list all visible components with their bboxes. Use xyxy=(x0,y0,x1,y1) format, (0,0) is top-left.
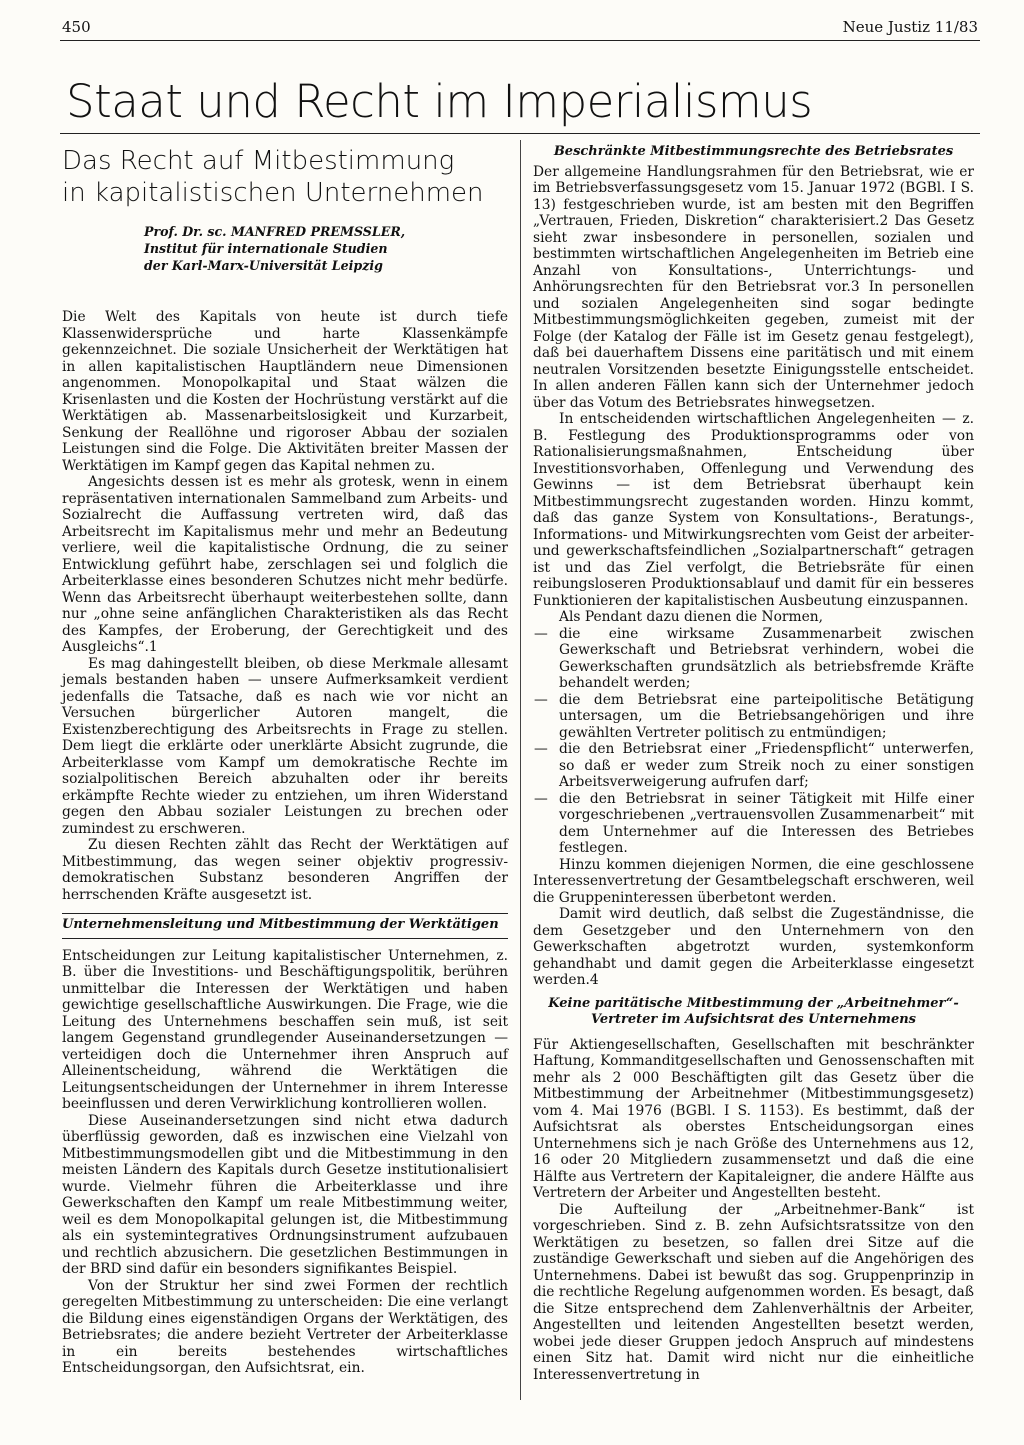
dash-bullet: — xyxy=(534,691,548,708)
list-item-text: die den Betriebsrat einer „Friedenspflicht“ unterwerfen, so daß er weder zum Streik noch zu einer sonstigen Arbeitsverweigerung aufrufen darf; xyxy=(559,741,974,790)
paragraph: Angesichts dessen ist es mehr als grotesk, wenn in einem repräsentativen internationalen Sammelband zum Arbeits- und Sozialrecht die Auffassung vertreten wird, daß das Arbeitsrecht im Kapitalismus mehr und mehr an Bedeutung verliere, weil die kapitalistische Ordnung, die zu seiner Entwicklung geführt habe, zerschlagen sei und folglich die Arbeiterklasse eines besonderen Schutzes nicht mehr bedürfe. Wenn das Arbeitsrecht überhaupt weiterbestehen sollte, dann nur „ohne seine anfänglichen Charakteristiken als das Recht des Kampfes, der Eroberung, der Gerechtigkeit und des Ausgleichs“.1 xyxy=(62,474,508,655)
list-item xyxy=(533,791,974,857)
subheading xyxy=(533,996,974,1029)
affiliation-line2: der Karl-Marx-Universität Leipzig xyxy=(144,258,383,273)
paragraph: Es mag dahingestellt bleiben, ob diese Merkmale allesamt jemals bestanden haben — unsere Aufmerksamkeit verdient jedenfalls die Tatsache, daß es nach wie vor nicht an Versuchen bürgerlicher Autoren mangelt, die Existenzberechtigung des Arbeitsrechts in Frage zu stellen. Dem liegt die erklärte oder unerklärte Absicht zugrunde, die Arbeiterklasse vom Kampf um demokratische Rechte im sozialpolitischen Bereich abzuhalten oder ihr bereits erkämpfte Rechte wieder zu entziehen, um ihren Widerstand gegen den Abbau sozialer Leistungen zu brechen oder zumindest zu erschweren. xyxy=(62,655,508,837)
subheading: Unternehmensleitung und Mitbestimmung der Werktätigen xyxy=(62,913,508,939)
journal-issue: Neue Justiz 11/83 xyxy=(842,18,978,36)
subheading-line1: Keine paritätische Mitbestimmung der „Arbeitnehmer“- xyxy=(548,995,959,1011)
paragraph: Diese Auseinandersetzungen sind nicht etwa dadurch überflüssig geworden, daß es inzwischen eine Vielzahl von Mitbestimmungsmodellen gibt und die Mitbestimmung in den meisten Ländern des Kapitals durch Gesetze institutionalisiert wurde. Vielmehr führen die Arbeiterklasse und ihre Gewerkschaften den Kampf um reale Mitbestimmung weiter, weil es dem Monopolkapital gelungen ist, die Mitbestimmung als ein systemintegratives Ordnungsinstrument aufzubauen und rechtlich abzusichern. Die gesetzlichen Bestimmungen in der BRD sind dafür ein besonders signifikantes Beispiel. xyxy=(62,1112,508,1277)
author-name: Prof. Dr. sc. MANFRED PREMSSLER, xyxy=(144,224,406,239)
list-item xyxy=(533,626,974,692)
paragraph: Hinzu kommen diejenigen Normen, die eine geschlossene Interessenvertretung der Gesamtbelegschaft erschweren, weil die Gruppeninteressen überbetont werden. xyxy=(533,856,974,906)
article-title xyxy=(62,145,508,209)
right-column xyxy=(533,140,974,1383)
paragraph: In entscheidenden wirtschaftlichen Angelegenheiten — z. B. Festlegung des Produktionsprogramms oder von Rationalisierungsmaßnahmen, Entscheidung über Investitionsvorhaben, Offenlegung und Verwendung des Gewinns — ist dem Betriebsrat überhaupt kein Mitbestimmungsrecht zugestanden worden. Hinzu kommt, daß das ganze System von Konsultations-, Beratungs-, Informations- und Mitwirkungsrechten vom Geist der arbeiter- und gewerkschaftsfeindlichen „Sozialpartnerschaft“ getragen ist und das Ziel verfolgt, die Betriebsräte für einen reibungsloseren Produktionsablauf und damit für ein besseres Funktionieren der kapitalistischen Ausbeutung einzuspannen. xyxy=(533,411,974,609)
left-column xyxy=(62,140,508,1377)
subheading: Beschränkte Mitbestimmungsrechte des Betriebsrates xyxy=(553,144,954,159)
subheading-line2: Vertreter im Aufsichtsrat des Unternehmens xyxy=(591,1012,916,1027)
article-title-line2: in kapitalistischen Unternehmen xyxy=(62,178,484,208)
paragraph: Die Welt des Kapitals von heute ist durch tiefe Klassenwidersprüche und harte Klassenkämpfe gekennzeichnet. Die soziale Unsicherheit der Werktätigen hat in allen kapitalistischen Hauptländern neue Dimensionen angenommen. Monopolkapital und Staat wälzen die Krisenlasten und die Kosten der Hochrüstung verstärkt auf die Werktätigen ab. Massenarbeitslosigkeit und Kurzarbeit, Senkung der Reallöhne und rigoroser Abbau der sozialen Leistungen sind die Folge. Die Aktivitäten breiter Massen der Werktätigen im Kampf gegen das Kapital nehmen zu. xyxy=(62,309,508,474)
paragraph: Als Pendant dazu dienen die Normen, xyxy=(559,609,824,625)
paragraph: Die Aufteilung der „Arbeitnehmer-Bank“ ist vorgeschrieben. Sind z. B. zehn Aufsichtsratssitze von den Werktätigen zu besetzen, so fallen drei Sitze auf die zuständige Gewerkschaft und sieben auf die Angehörigen des Unternehmens. Dabei ist bewußt das sog. Gruppenprinzip in die rechtliche Regelung aufgenommen worden. Es besagt, daß die Sitze entsprechend dem Zahlenverhältnis der Arbeiter, Angestellten und leitenden Angestellten besetzt werden, wobei jede dieser Gruppen jedoch Anspruch auf mindestens einen Sitz hat. Damit wird nicht nur die einheitliche Interessenvertretung in xyxy=(533,1201,974,1383)
paragraph: Entscheidungen zur Leitung kapitalistischer Unternehmen, z. B. über die Investitions- und Beschäftigungspolitik, berühren unmittelbar die Interessen der Werktätigen und haben gewichtige gesellschaftliche Auswirkungen. Die Frage, wie die Leitung des Unternehmens beschaffen sein muß, ist seit langem Gegenstand grundlegender Auseinandersetzungen — verteidigen doch die Unternehmer ihren Anspruch auf Alleinentscheidung, während die Werktätigen die Leitungsentscheidungen der Unternehmer in ihrem Interesse beeinflussen und deren Verwirklichung kontrollieren wollen. xyxy=(62,947,508,1112)
list-item-text: die eine wirksame Zusammenarbeit zwischen Gewerkschaft und Betriebsrat verhindern, wobei die Gewerkschaften grundsätzlich als betriebsfremde Kräfte behandelt werden; xyxy=(559,625,974,691)
paragraph: Damit wird deutlich, daß selbst die Zugeständnisse, die dem Gesetzgeber und den Unternehmern von den Gewerkschaften abgetrotzt wurden, systemkonform gehandhabt und damit gegen die Arbeiterklasse eingesetzt werden.4 xyxy=(533,906,974,988)
header-rule xyxy=(60,40,980,41)
dash-bullet: — xyxy=(534,625,548,642)
list-item xyxy=(533,692,974,742)
article-title-line1: Das Recht auf Mitbestimmung xyxy=(62,146,455,176)
paragraph: Zu diesen Rechten zählt das Recht der Werktätigen auf Mitbestimmung, das wegen seiner objektiv progressiv-demokratischen Substanz besonderen Angriffen der herrschenden Kräfte ausgesetzt ist. xyxy=(62,837,508,903)
dash-bullet: — xyxy=(534,790,548,807)
author-block xyxy=(144,223,508,274)
paragraph: Der allgemeine Handlungsrahmen für den Betriebsrat, wie er im Betriebsverfassungsgesetz vom 15. Januar 1972 (BGBl. I S. 13) festgeschrieben wurde, ist am besten mit den Begriffen „Vertrauen, Frieden, Diskretion“ charakterisiert.2 Das Gesetz sieht zwar insbesondere in personellen, sozialen und bestimmten wirtschaftlichen Angelegenheiten im Betrieb eine Anzahl von Konsultations-, Unterrichtungs- und Anhörungsrechten für den Betriebsrat vor.3 In personellen und sozialen Angelegenheiten sind sogar bedingte Mitbestimmungsmöglichkeiten gegeben, zumeist mit der Folge (der Katalog der Fälle ist im Gesetz genau festgelegt), daß bei dauerhaftem Dissens eine paritätisch und mit einem neutralen Vorsitzenden besetzte Einigungsstelle entscheidet. In allen anderen Fällen kann sich der Unternehmer jedoch über das Votum des Betriebsrates hinwegsetzen. xyxy=(533,163,974,411)
norms-list xyxy=(533,626,974,857)
paragraph: Für Aktiengesellschaften, Gesellschaften mit beschränkter Haftung, Kommanditgesellschaften und Genossenschaften mit mehr als 2 000 Beschäftigten gilt das Gesetz über die Mitbestimmung der Arbeitnehmer (Mitbestimmungsgesetz) vom 4. Mai 1976 (BGBl. I S. 1153). Es bestimmt, daß der Aufsichtsrat als oberstes Entscheidungsorgan eines Unternehmens sich je nach Größe des Unternehmens aus 12, 16 oder 20 Mitgliedern zusammensetzt und daß die eine Hälfte aus Vertretern der Kapitaleigner, die andere Hälfte aus Vertretern der Arbeiter und Angestellten besteht. xyxy=(533,1036,974,1201)
paragraph: Von der Struktur her sind zwei Formen der rechtlich geregelten Mitbestimmung zu unterscheiden: Die eine verlangt die Bildung eines eigenständigen Organs der Werktätigen, des Betriebsrates; die andere bezieht Vertreter der Arbeiterklasse in ein bereits bestehendes wirtschaftliches Entscheidungsorgan, den Aufsichtsrat, ein. xyxy=(62,1277,508,1376)
column-divider xyxy=(520,140,521,1400)
section-rubric: Staat und Recht im Imperialismus xyxy=(66,75,813,128)
list-item xyxy=(533,741,974,791)
list-item-text: die dem Betriebsrat eine parteipolitische Betätigung untersagen, um die Betriebsangehörigen und ihre gewählten Vertreter politisch zu entmündigen; xyxy=(559,691,974,741)
rubric-rule xyxy=(60,133,980,134)
list-item-text: die den Betriebsrat in seiner Tätigkeit mit Hilfe einer vorgeschriebenen „vertrauensvollen Zusammenarbeit“ mit dem Unternehmer auf die Interessen des Betriebes festlegen. xyxy=(559,790,974,856)
affiliation-line1: Institut für internationale Studien xyxy=(144,241,388,256)
page-number: 450 xyxy=(62,18,91,36)
dash-bullet: — xyxy=(534,741,548,757)
